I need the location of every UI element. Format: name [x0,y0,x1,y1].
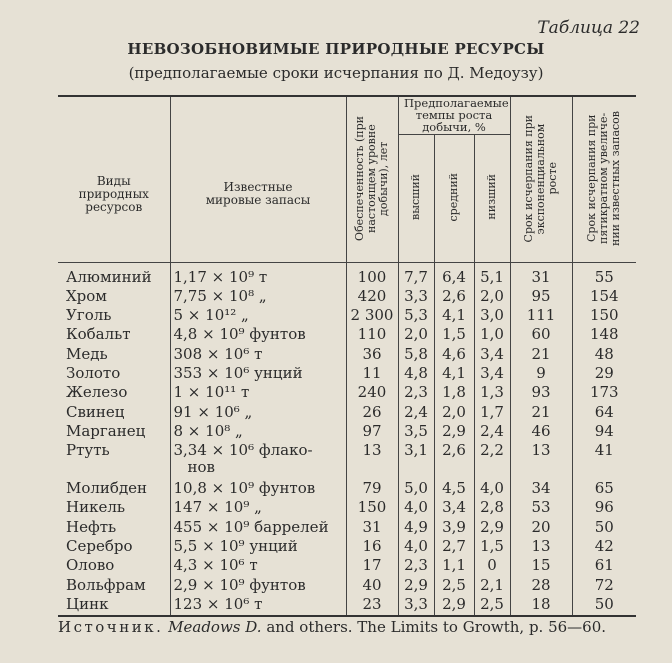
growth-mid-cell: 2,6 [434,442,474,480]
growth-high-cell: 4,0 [398,499,434,518]
growth-mid-cell: 4,1 [434,365,474,384]
supply-cell: 11 [346,365,398,384]
supply-cell: 100 [346,262,398,288]
growth-high-cell: 2,3 [398,384,434,403]
source-note [58,617,638,637]
table-row [58,365,636,384]
table-title: НЕВОЗОБНОВИМЫЕ ПРИРОДНЫЕ РЕСУРСЫ [127,40,545,58]
five-fold-depletion-cell: 55 [572,262,636,288]
growth-high-cell: 3,3 [398,596,434,616]
growth-mid-cell: 1,1 [434,557,474,576]
growth-high-cell: 5,8 [398,346,434,365]
exp-depletion-cell: 28 [510,577,572,596]
table-row [58,288,636,307]
source-label: Источник. [58,618,164,636]
reserves-cell: 1,17 × 10⁹ т [170,262,346,288]
growth-high-cell: 3,3 [398,288,434,307]
reserves-cell: 123 × 10⁶ т [170,596,346,616]
growth-mid-cell: 3,4 [434,499,474,518]
table-row [58,262,636,288]
exp-depletion-cell: 21 [510,346,572,365]
resource-name-cell: Олово [58,557,170,576]
table-row [58,326,636,345]
five-fold-depletion-cell: 173 [572,384,636,403]
five-fold-depletion-cell: 42 [572,538,636,557]
growth-mid-cell: 1,5 [434,326,474,345]
table-row [58,442,636,480]
growth-mid-cell: 4,1 [434,307,474,326]
table-subtitle: (предполагаемые сроки исчерпания по Д. Медоузу) [128,64,544,82]
growth-low-cell: 5,1 [474,262,510,288]
resources-table [58,95,636,617]
growth-mid-cell: 6,4 [434,262,474,288]
growth-low-cell: 2,2 [474,442,510,480]
reserves-cell: 7,75 × 10⁸ „ [170,288,346,307]
resource-name-cell: Свинец [58,404,170,423]
growth-low-cell: 1,7 [474,404,510,423]
exp-depletion-cell: 31 [510,262,572,288]
growth-low-cell: 2,0 [474,288,510,307]
growth-mid-cell: 4,5 [434,480,474,499]
growth-high-cell: 2,3 [398,557,434,576]
reserves-cell: 455 × 10⁹ баррелей [170,519,346,538]
growth-mid-cell: 3,9 [434,519,474,538]
resource-name-cell: Алюминий [58,262,170,288]
supply-cell: 16 [346,538,398,557]
growth-mid-cell: 4,6 [434,346,474,365]
reserves-cell: 308 × 10⁶ т [170,346,346,365]
table-body [58,262,636,616]
header-resource: Виды природных ресурсов [58,96,170,262]
growth-mid-cell: 2,0 [434,404,474,423]
growth-low-cell: 1,0 [474,326,510,345]
header-exp-depletion: Срок исчерпания при экспоненциальном росте [510,96,572,262]
growth-low-cell: 2,1 [474,577,510,596]
table-row [58,423,636,442]
five-fold-depletion-cell: 96 [572,499,636,518]
five-fold-depletion-cell: 154 [572,288,636,307]
exp-depletion-cell: 34 [510,480,572,499]
supply-cell: 420 [346,288,398,307]
supply-cell: 17 [346,557,398,576]
growth-high-cell: 7,7 [398,262,434,288]
table-row [58,499,636,518]
header-growth-group: Предполагаемые темпы роста добычи, % [398,96,510,134]
table-number: Таблица 22 [537,18,640,38]
growth-low-cell: 3,4 [474,365,510,384]
growth-mid-cell: 2,9 [434,596,474,616]
supply-cell: 110 [346,326,398,345]
growth-mid-cell: 2,7 [434,538,474,557]
growth-low-cell: 2,9 [474,519,510,538]
reserves-cell: 1 × 10¹¹ т [170,384,346,403]
growth-high-cell: 4,0 [398,538,434,557]
resource-name-cell: Ртуть [58,442,170,480]
growth-mid-cell: 2,9 [434,423,474,442]
exp-depletion-cell: 93 [510,384,572,403]
reserves-cell: 147 × 10⁹ „ [170,499,346,518]
five-fold-depletion-cell: 150 [572,307,636,326]
five-fold-depletion-cell: 50 [572,519,636,538]
header-mid: средний [434,134,474,262]
five-fold-depletion-cell: 64 [572,404,636,423]
reserves-cell: 2,9 × 10⁹ фунтов [170,577,346,596]
exp-depletion-cell: 21 [510,404,572,423]
reserves-cell: 8 × 10⁸ „ [170,423,346,442]
five-fold-depletion-cell: 148 [572,326,636,345]
reserves-cell: 353 × 10⁶ унций [170,365,346,384]
resource-name-cell: Хром [58,288,170,307]
growth-high-cell: 4,9 [398,519,434,538]
growth-mid-cell: 1,8 [434,384,474,403]
growth-mid-cell: 2,6 [434,288,474,307]
resource-name-cell: Серебро [58,538,170,557]
growth-low-cell: 1,5 [474,538,510,557]
supply-cell: 36 [346,346,398,365]
header-high: высший [398,134,434,262]
supply-cell: 2 300 [346,307,398,326]
table-row [58,346,636,365]
exp-depletion-cell: 60 [510,326,572,345]
resource-name-cell: Никель [58,499,170,518]
growth-low-cell: 2,5 [474,596,510,616]
table-row [58,519,636,538]
growth-high-cell: 2,4 [398,404,434,423]
resource-name-cell: Цинк [58,596,170,616]
resource-name-cell: Марганец [58,423,170,442]
supply-cell: 79 [346,480,398,499]
growth-low-cell: 0 [474,557,510,576]
supply-cell: 26 [346,404,398,423]
supply-cell: 240 [346,384,398,403]
exp-depletion-cell: 18 [510,596,572,616]
source-text: and others. The Limits to Growth, p. 56—60. [266,618,607,636]
resource-name-cell: Вольфрам [58,577,170,596]
five-fold-depletion-cell: 48 [572,346,636,365]
table-row [58,577,636,596]
table-row [58,596,636,616]
table-row [58,557,636,576]
exp-depletion-cell: 53 [510,499,572,518]
reserves-cell: 5 × 10¹² „ [170,307,346,326]
exp-depletion-cell: 9 [510,365,572,384]
growth-low-cell: 4,0 [474,480,510,499]
supply-cell: 31 [346,519,398,538]
header-five-fold-depletion: Срок исчерпания при пятикратном увеличе- нии известных запасов [572,96,636,262]
exp-depletion-cell: 13 [510,538,572,557]
table-row [58,480,636,499]
exp-depletion-cell: 111 [510,307,572,326]
table-row [58,384,636,403]
growth-high-cell: 3,1 [398,442,434,480]
supply-cell: 23 [346,596,398,616]
five-fold-depletion-cell: 65 [572,480,636,499]
growth-high-cell: 4,8 [398,365,434,384]
reserves-cell: 3,34 × 10⁶ флако- нов [170,442,346,480]
supply-cell: 13 [346,442,398,480]
exp-depletion-cell: 46 [510,423,572,442]
exp-depletion-cell: 20 [510,519,572,538]
reserves-cell: 91 × 10⁶ „ [170,404,346,423]
resource-name-cell: Золото [58,365,170,384]
growth-mid-cell: 2,5 [434,577,474,596]
reserves-cell: 4,8 × 10⁹ фунтов [170,326,346,345]
growth-low-cell: 2,8 [474,499,510,518]
growth-low-cell: 2,4 [474,423,510,442]
supply-cell: 40 [346,577,398,596]
source-author: Meadows D. [168,618,262,636]
growth-high-cell: 2,0 [398,326,434,345]
supply-cell: 97 [346,423,398,442]
resource-name-cell: Молибден [58,480,170,499]
exp-depletion-cell: 13 [510,442,572,480]
growth-high-cell: 5,0 [398,480,434,499]
growth-high-cell: 5,3 [398,307,434,326]
exp-depletion-cell: 15 [510,557,572,576]
five-fold-depletion-cell: 72 [572,577,636,596]
header-low: низший [474,134,510,262]
growth-low-cell: 3,0 [474,307,510,326]
growth-low-cell: 3,4 [474,346,510,365]
five-fold-depletion-cell: 29 [572,365,636,384]
resource-name-cell: Нефть [58,519,170,538]
five-fold-depletion-cell: 61 [572,557,636,576]
header-supply: Обеспеченность (при настоящем уровне добычи), лет [346,96,398,262]
table-row [58,307,636,326]
resource-name-cell: Железо [58,384,170,403]
table-row [58,404,636,423]
reserves-cell: 5,5 × 10⁹ унций [170,538,346,557]
resource-name-cell: Медь [58,346,170,365]
growth-high-cell: 3,5 [398,423,434,442]
five-fold-depletion-cell: 41 [572,442,636,480]
reserves-cell: 4,3 × 10⁶ т [170,557,346,576]
growth-high-cell: 2,9 [398,577,434,596]
table-row [58,538,636,557]
resource-name-cell: Уголь [58,307,170,326]
header-reserves: Известные мировые запасы [170,96,346,262]
growth-low-cell: 1,3 [474,384,510,403]
reserves-cell: 10,8 × 10⁹ фунтов [170,480,346,499]
resource-name-cell: Кобальт [58,326,170,345]
supply-cell: 150 [346,499,398,518]
five-fold-depletion-cell: 50 [572,596,636,616]
exp-depletion-cell: 95 [510,288,572,307]
five-fold-depletion-cell: 94 [572,423,636,442]
